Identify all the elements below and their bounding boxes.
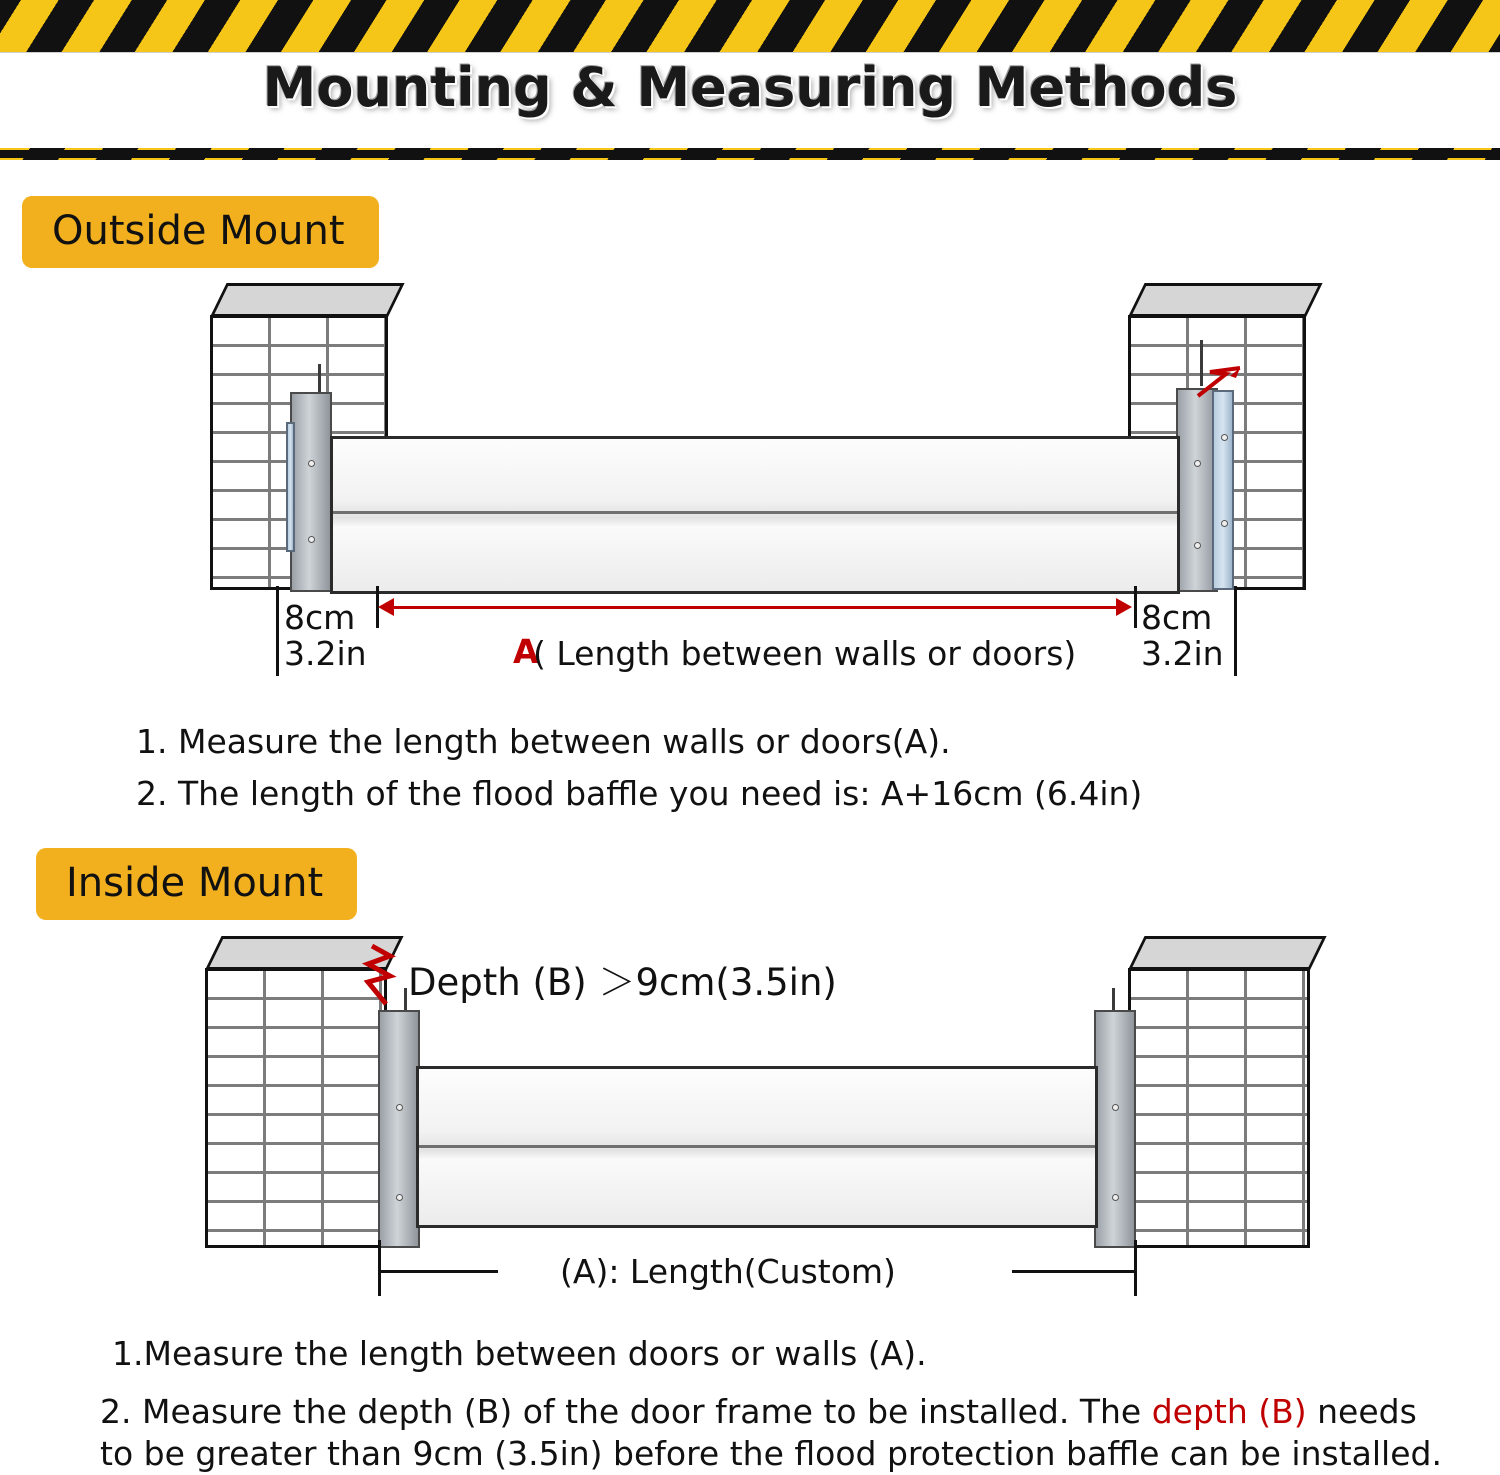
screw-hole xyxy=(308,460,315,467)
right-gap-cm-label: 8cm xyxy=(1141,598,1213,637)
right-wall-inside xyxy=(1128,968,1310,1248)
section-tag-inside-mount: Inside Mount xyxy=(36,848,357,920)
brick-pattern-offset xyxy=(208,1000,384,1245)
depth-requirement-label: Depth (B) ＞9cm(3.5in) xyxy=(408,961,837,1004)
inside-step-2-cont: to be greater than 9cm (3.5in) before the flood protection baffle can be installed. xyxy=(100,1434,1442,1473)
right-bracket-rod-inside xyxy=(1112,988,1115,1012)
dim-tick-left-inside xyxy=(378,1240,381,1296)
inside-step-2 xyxy=(100,1392,1417,1431)
inside-step-2-part1: 2. Measure the depth (B) of the door frame to be installed. The xyxy=(100,1392,1152,1431)
left-bracket-rod-outside xyxy=(318,364,321,394)
left-bracket-inside xyxy=(378,1010,420,1248)
screw-hole xyxy=(1112,1104,1119,1111)
dim-tick-right-outer xyxy=(1234,586,1237,676)
screw-hole xyxy=(1221,434,1228,441)
flood-baffle-outside xyxy=(330,436,1180,594)
baffle-seam xyxy=(333,511,1177,514)
dim-tick-right-inside xyxy=(1134,1240,1137,1296)
header-divider xyxy=(0,150,1500,158)
outside-step-2: 2. The length of the flood baffle you need is: A+16cm (6.4in) xyxy=(136,774,1143,813)
screw-hole xyxy=(1221,520,1228,527)
dimension-letter-A: A xyxy=(513,632,539,671)
inside-step-1: 1.Measure the length between doors or walls (A). xyxy=(112,1334,927,1373)
section-tag-outside-mount: Outside Mount xyxy=(22,196,379,268)
left-gap-cm-label: 8cm xyxy=(284,598,356,637)
red-arrow-indicator-outside xyxy=(1196,366,1256,400)
screw-hole xyxy=(1194,460,1201,467)
page-title: Mounting & Measuring Methods xyxy=(262,56,1238,119)
right-bracket-inside xyxy=(1094,1010,1136,1248)
outside-step-1: 1. Measure the length between walls or doors(A). xyxy=(136,722,951,761)
left-bracket-outside xyxy=(290,392,332,592)
inside-step-2-depth-highlight: depth (B) xyxy=(1151,1392,1307,1431)
right-wall-cap-inside xyxy=(1128,936,1327,970)
dim-line-right-inside xyxy=(1012,1270,1134,1273)
dimension-label-A: ( Length between walls or doors) xyxy=(533,634,1077,673)
dim-tick-right-inner xyxy=(1134,586,1137,628)
baffle-seam xyxy=(419,1145,1095,1148)
dimension-arrow-right-outside xyxy=(1116,598,1132,616)
screw-hole xyxy=(1112,1194,1119,1201)
screw-hole xyxy=(308,536,315,543)
flood-baffle-inside xyxy=(416,1066,1098,1228)
left-wall-inside xyxy=(205,968,387,1248)
left-gap-in-label: 3.2in xyxy=(284,634,367,673)
right-bracket-seal-outside xyxy=(1212,390,1234,590)
screw-hole xyxy=(396,1194,403,1201)
left-bracket-seal-outside xyxy=(286,422,295,552)
dimension-line-A-outside xyxy=(392,606,1118,609)
inside-step-2-part3: needs xyxy=(1306,1392,1417,1431)
left-wall-cap-outside xyxy=(210,283,405,317)
right-wall-cap-outside xyxy=(1128,283,1323,317)
brick-pattern-offset xyxy=(1131,1000,1307,1245)
dim-line-left-inside xyxy=(378,1270,498,1273)
right-gap-in-label: 3.2in xyxy=(1141,634,1224,673)
dimension-arrow-left-outside xyxy=(378,598,394,616)
length-custom-label: (A): Length(Custom) xyxy=(560,1252,896,1291)
screw-hole xyxy=(1194,542,1201,549)
hazard-stripe-top xyxy=(0,0,1500,58)
left-bracket-rod-inside xyxy=(404,988,407,1012)
dim-tick-left-outer xyxy=(276,586,279,676)
screw-hole xyxy=(396,1104,403,1111)
